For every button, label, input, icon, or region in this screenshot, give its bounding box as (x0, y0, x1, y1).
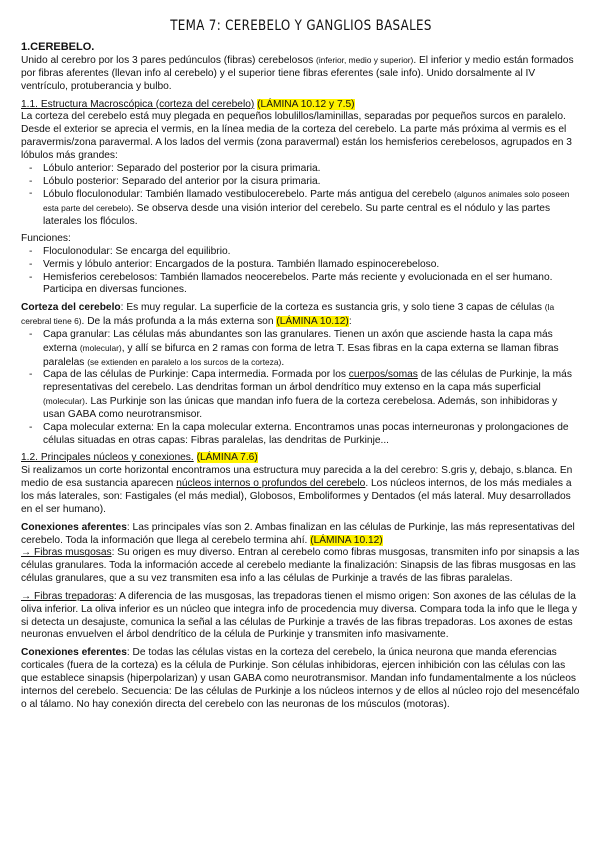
nuclei-paragraph: Si realizamos un corte horizontal encontramos una estructura muy parecida a la del cerebro: S.gris y, debajo, s.blanca. En medio de esa sustancia aparecen núcleos internos o profundos del cerebelo. Los núcleos internos, de los más mediales a los más laterales, son: Fastigales (el más medial), Globosos, Emboliformes y Dentados (el más lateral. Muy desarrollados en el ser humano). (21, 465, 573, 515)
subsection-heading-1-1: 1.1. Estructura Macroscópica (corteza del cerebelo) (LÁMINA 10.12 y 7.5) (21, 98, 355, 110)
functions-list (21, 246, 581, 297)
lamina-highlight: (LÁMINA 7.6) (196, 452, 258, 464)
lamina-highlight: (LÁMINA 10.12) (310, 534, 383, 546)
climbing-fibers-paragraph: → Fibras trepadoras: A diferencia de las musgosas, las trepadoras tienen el mismo origen: Son axones de las células de la oliva inferior. La oliva inferior es un núcleo que integra info de procedencia muy diversa. Compara toda la info que le llega y si detecta un desajuste, comunica la señal a las células de Purkinje a través de las fibras trepadoras. Los axones de estas neuronas envuelven el árbol dendrítico de la célula de Purkinje y transmiten info masivamente. (21, 590, 578, 641)
intro-paragraph: Unido al cerebro por los 3 pares pedúnculos (fibras) cerebelosos (inferior, medio y superior). El inferior y medio están formados por fibras aferentes (llevan info al cerebelo) y el superior tiene fibras eferentes (sale info). Unido dorsalmente al IV ventrículo, protuberancia y bulbo. (21, 55, 574, 92)
list-item: - Capa granular: Las células más abundantes son las granulares. Tienen un axón que asciende hasta la capa más externa (molecular), y allí se bifurca en 2 ramas con forma de letra T. Esas fibras en la capa externa se llaman fibras paralelas (se extienden en paralelo a los surcos de la corteza). (43, 329, 581, 370)
list-item: - Lóbulo posterior: Separado del anterior por la cisura primaria. (43, 176, 581, 189)
page-title: TEMA 7: CEREBELO Y GANGLIOS BASALES (170, 18, 432, 34)
subsection-heading-1-2: 1.2. Principales núcleos y conexiones. (LÁMINA 7.6) (21, 452, 258, 464)
list-item: - Vermis y lóbulo anterior: Encargados de la postura. También llamado espinocerebeloso. (43, 259, 581, 272)
afferent-paragraph: Conexiones aferentes: Las principales vías son 2. Ambas finalizan en las células de Purkinje, las más representativas del cerebelo. Toda la información que llega al cerebelo termina ahí. (LÁMINA 10.12) (21, 521, 575, 546)
section-heading-cerebelo: 1.CEREBELO. (21, 41, 95, 53)
cortex-layers-intro: Corteza del cerebelo: Es muy regular. La superficie de la corteza es sustancia gris, y solo tiene 3 capas de células (la cerebral tiene 6). De la más profunda a la más externa son (LÁMINA 10.12): (21, 302, 555, 328)
list-item: - Capa de las células de Purkinje: Capa intermedia. Formada por los cuerpos/somas de las células de Purkinje, la más representativas del cerebelo. Las dendritas forman un árbol dendrítico muy extenso en la capa más superficial (molecular). Las Purkinje son las únicas que mandan info fuera de la corteza cerebelosa. Además, son inhibidoras y usan GABA como neurotransmisor. (43, 369, 581, 421)
mossy-fibers-paragraph: → Fibras musgosas: Su origen es muy diverso. Entran al cerebelo como fibras musgosas, transmiten info por sinapsis a las células granulares. Toda la información accede al cerebelo mediante la finalización: Sinapsis de las fibras musgosas en las células granulares, que a su vez transmiten esa info a las células de Purkinje a través de las fibras paralelas. (21, 547, 580, 585)
layers-list (21, 329, 581, 448)
lamina-highlight: (LÁMINA 10.12) (276, 316, 349, 328)
lamina-highlight: (LÁMINA 10.12 y 7.5) (257, 98, 355, 110)
list-item: - Capa molecular externa: En la capa molecular externa. Encontramos unas pocas interneuronas y prolongaciones de células situadas en otras capas: Fibras paralelas, las dendritas de Purkinje... (43, 422, 581, 448)
functions-label: Funciones: (21, 232, 71, 244)
cortex-paragraph: La corteza del cerebelo está muy plegada en pequeños lobulillos/laminillas, separadas por pequeños surcos en paralelo. Desde el exterior se aprecia el vermis, en la línea media de la corteza del cerebelo. La parte más próxima al vermis es el paravermis/zona paravermal. A los lados del vermis (zona paravermal) están los hemisferios cerebelosos, agrupados en 3 lóbulos más grandes: (21, 111, 572, 161)
list-item: - Floculonodular: Se encarga del equilibrio. (43, 246, 581, 259)
list-item: - Hemisferios cerebelosos: También llamados neocerebelos. Parte más reciente y evolucionada en el ser humano. Participa en diversas funciones. (43, 272, 581, 298)
list-item: - Lóbulo floculonodular: También llamado vestibulocerebelo. Parte más antigua del cerebelo (algunos animales solo poseen esta parte del cerebelo). Se observa desde una visión interior del cerebelo. Su parte central es el nódulo y las partes laterales los flóculos. (43, 188, 581, 229)
list-item: - Lóbulo anterior: Separado del posterior por la cisura primaria. (43, 163, 581, 176)
efferent-paragraph: Conexiones eferentes: De todas las células vistas en la corteza del cerebelo, la única neurona que manda eferencias corticales (fuera de la corteza) es la célula de Purkinje. Son células inhibidoras, ejercen inhibición con las células con las que establece sinapsis (hiperpolarizan) y usan GABA como neurotransmisor. Mandan info fundamentalmente a los núcleos internos del cerebelo. Secuencia: De las células de Purkinje a los núcleos internos y de ellos al núcleo rojo del mesencéfalo o al tálamo. No hay conexión directa del cerebelo con las neuronas de los músculos (motoras). (21, 647, 580, 710)
lobes-list (21, 163, 581, 229)
